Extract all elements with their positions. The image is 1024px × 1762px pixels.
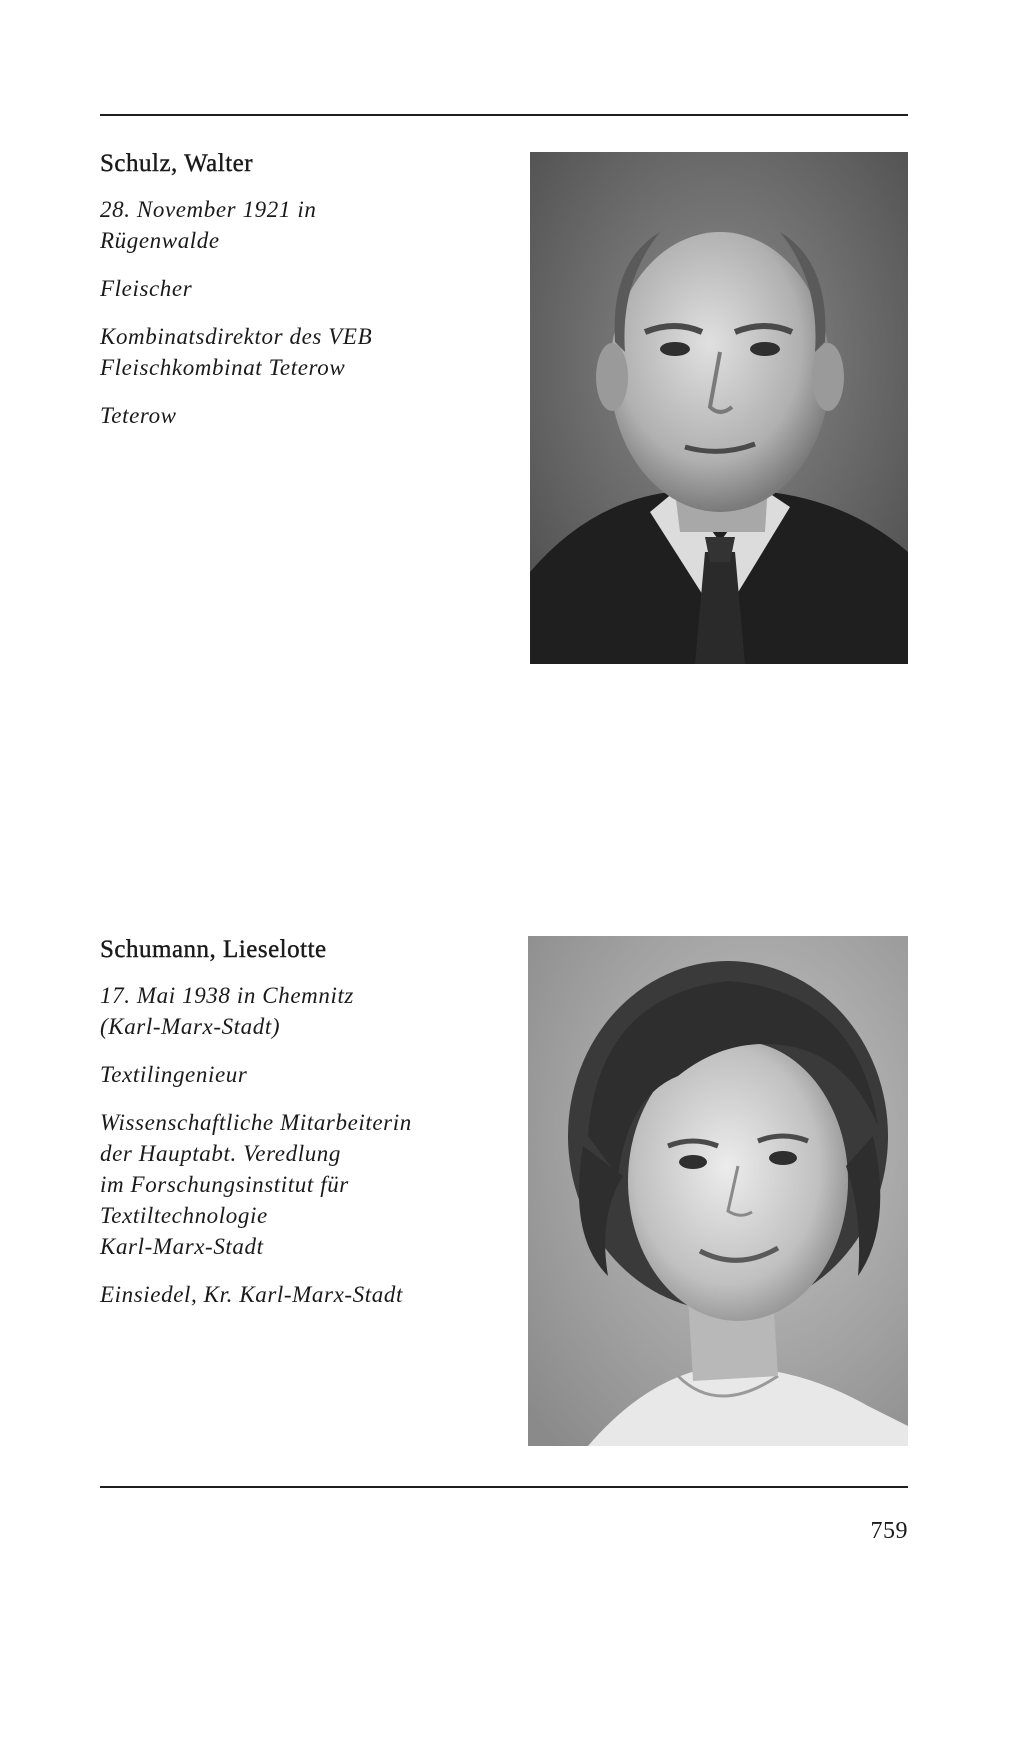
position-line: Karl-Marx-Stadt [100, 1234, 264, 1259]
birth-info [100, 980, 520, 1042]
position-line: Wissenschaftliche Mitarbeiterin [100, 1110, 412, 1135]
position-line: Fleischkombinat Teterow [100, 355, 346, 380]
portrait-woman-photo [528, 936, 908, 1446]
top-rule [100, 114, 908, 116]
position-line: Textiltechnologie [100, 1203, 268, 1228]
birth-info [100, 194, 520, 256]
entry-schulz [100, 148, 520, 448]
profession: Textilingenieur [100, 1062, 248, 1087]
residence: Einsiedel, Kr. Karl-Marx-Stadt [100, 1282, 403, 1307]
position-line: im Forschungsinstitut für [100, 1172, 349, 1197]
birth-place: (Karl-Marx-Stadt) [100, 1014, 281, 1039]
profession: Fleischer [100, 276, 193, 301]
residence: Teterow [100, 403, 177, 428]
entry-name: Schumann, Lieselotte [100, 936, 327, 963]
entry-name: Schulz, Walter [100, 150, 254, 177]
birth-line: 17. Mai 1938 in Chemnitz [100, 983, 354, 1008]
bottom-rule [100, 1486, 908, 1488]
birth-place: Rügenwalde [100, 228, 220, 253]
position-line: Kombinatsdirektor des VEB [100, 324, 373, 349]
portrait-man-photo [530, 152, 908, 664]
entry-schumann [100, 934, 520, 1327]
page-number: 759 [870, 1518, 908, 1544]
position-info [100, 1107, 520, 1262]
position-line: der Hauptabt. Veredlung [100, 1141, 342, 1166]
position-info [100, 321, 520, 383]
birth-line: 28. November 1921 in [100, 197, 317, 222]
